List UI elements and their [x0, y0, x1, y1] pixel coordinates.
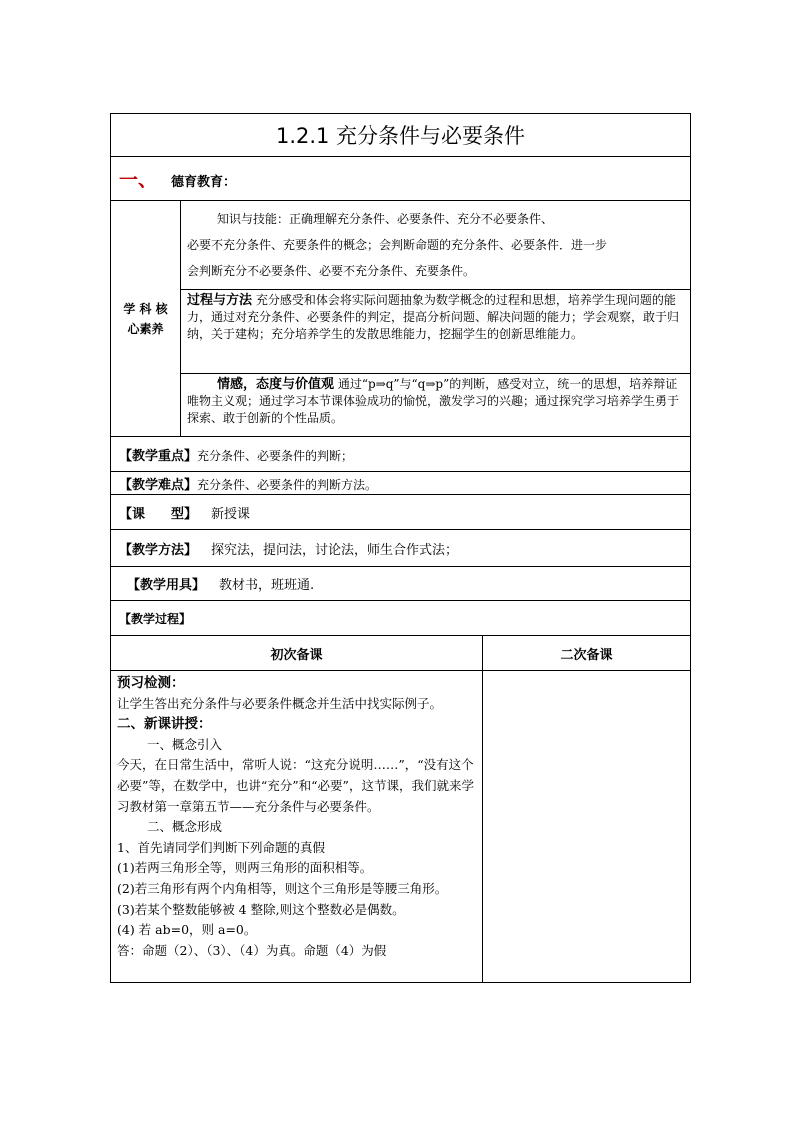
- proposition-3: (3)若某个整数能够被 4 整除,则这个整数必是偶数。: [117, 901, 405, 917]
- knowledge-line2: 必要不充分条件、充要条件的概念；会判断命题的充分条件、必要条件．进一步: [187, 238, 608, 252]
- section-moral-education: [111, 157, 691, 201]
- intro-text: 今天，在日常生活中，常听人说：“这充分说明……”，“没有这个必要”等，在数学中，也讲“充分”和“必要”，这节课，我们就来学习教材第一章第五节——充分条件与必要条件。: [117, 757, 474, 814]
- section-title: 德育教育：: [171, 175, 237, 190]
- question-1: 1、首先请同学们判断下列命题的真假: [117, 839, 325, 855]
- teaching-process-heading: 【教学过程】: [119, 611, 192, 626]
- emotion-values: [181, 374, 691, 437]
- section-number: 一、: [119, 169, 158, 191]
- second-prep-header: 二次备课: [483, 636, 691, 671]
- lesson-table: [110, 113, 691, 983]
- knowledge-line1: 知识与技能：正确理解充分条件、必要条件、充分不必要条件、: [217, 212, 554, 226]
- key-point-row: [111, 437, 691, 472]
- first-prep-content: [111, 671, 483, 983]
- proposition-4: (4) 若 ab=0，则 a=0。: [117, 922, 257, 938]
- preview-text: 让学生答出充分条件与必要条件概念并生活中找实际例子。: [117, 695, 443, 711]
- lesson-type-label: 【课 型】: [119, 506, 198, 522]
- core-label-line2: 心素养: [127, 321, 164, 336]
- proposition-1: (1)若两三角形全等，则两三角形的面积相等。: [117, 860, 373, 876]
- method-label: 【教学方法】: [119, 542, 198, 558]
- tools-value: 教材书，班班通.: [219, 578, 315, 593]
- lesson-type-row: [111, 495, 691, 530]
- knowledge-skills: [181, 201, 691, 290]
- difficulty-value: 充分条件、必要条件的判断方法。: [197, 477, 378, 492]
- method-value: 探究法，提问法，讨论法，师生合作式法；: [211, 542, 459, 558]
- key-point-value: 充分条件、必要条件的判断；: [197, 448, 354, 463]
- new-lesson-title: 二、新课讲授：: [117, 716, 212, 733]
- lesson-type-value: 新授课: [211, 506, 251, 522]
- second-prep-content: [483, 671, 691, 983]
- teaching-process-row: [111, 601, 691, 636]
- method-row: [111, 530, 691, 567]
- process-text: 充分感受和体会将实际问题抽象为数学概念的过程和思想，培养学生现问题的能力，通过对充分条件、必要条件的判定，提高分析问题、解决问题的能力；学会观察，敢于归纳，关于建构；充分培养学生的发散思维能力，挖掘学生的创新思维能力。: [187, 293, 680, 341]
- process-label: 过程与方法: [187, 293, 253, 308]
- core-literacy-label: [111, 201, 181, 437]
- lesson-plan: [110, 113, 690, 983]
- emotion-text: 通过“p⇒q”与“q⇒p”的判断，感受对立，统一的思想，培养辩证唯物主义观；通过学习本节课体验成功的愉悦，激发学习的兴趣；通过探究学习培养学生勇于探索、敢于创新的个性品质。: [187, 377, 680, 425]
- tools-label: 【教学用具】: [127, 578, 206, 593]
- tools-row: [111, 567, 691, 601]
- proposition-2: (2)若三角形有两个内角相等，则这个三角形是等腰三角形。: [117, 880, 448, 896]
- emotion-label: 情感，态度与价值观: [217, 377, 335, 392]
- core-label-line1: 学 科 核: [123, 301, 168, 316]
- difficulty-label: 【教学难点】: [119, 477, 198, 493]
- answer-text: 答：命题（2）、（3）、（4）为真。命题（4）为假: [117, 942, 387, 958]
- formation-title: 二、概念形成: [147, 819, 223, 835]
- key-point-label: 【教学重点】: [119, 448, 198, 464]
- process-methods: [181, 290, 691, 374]
- preview-title: 预习检测：: [117, 675, 185, 691]
- intro-title: 一、概念引入: [147, 736, 223, 752]
- first-prep-header: 初次备课: [111, 636, 483, 671]
- page-title: 1.2.1 充分条件与必要条件: [111, 114, 691, 157]
- difficulty-row: [111, 472, 691, 495]
- knowledge-line3: 会判断充分不必要条件、必要不充分条件、充要条件。: [187, 264, 476, 278]
